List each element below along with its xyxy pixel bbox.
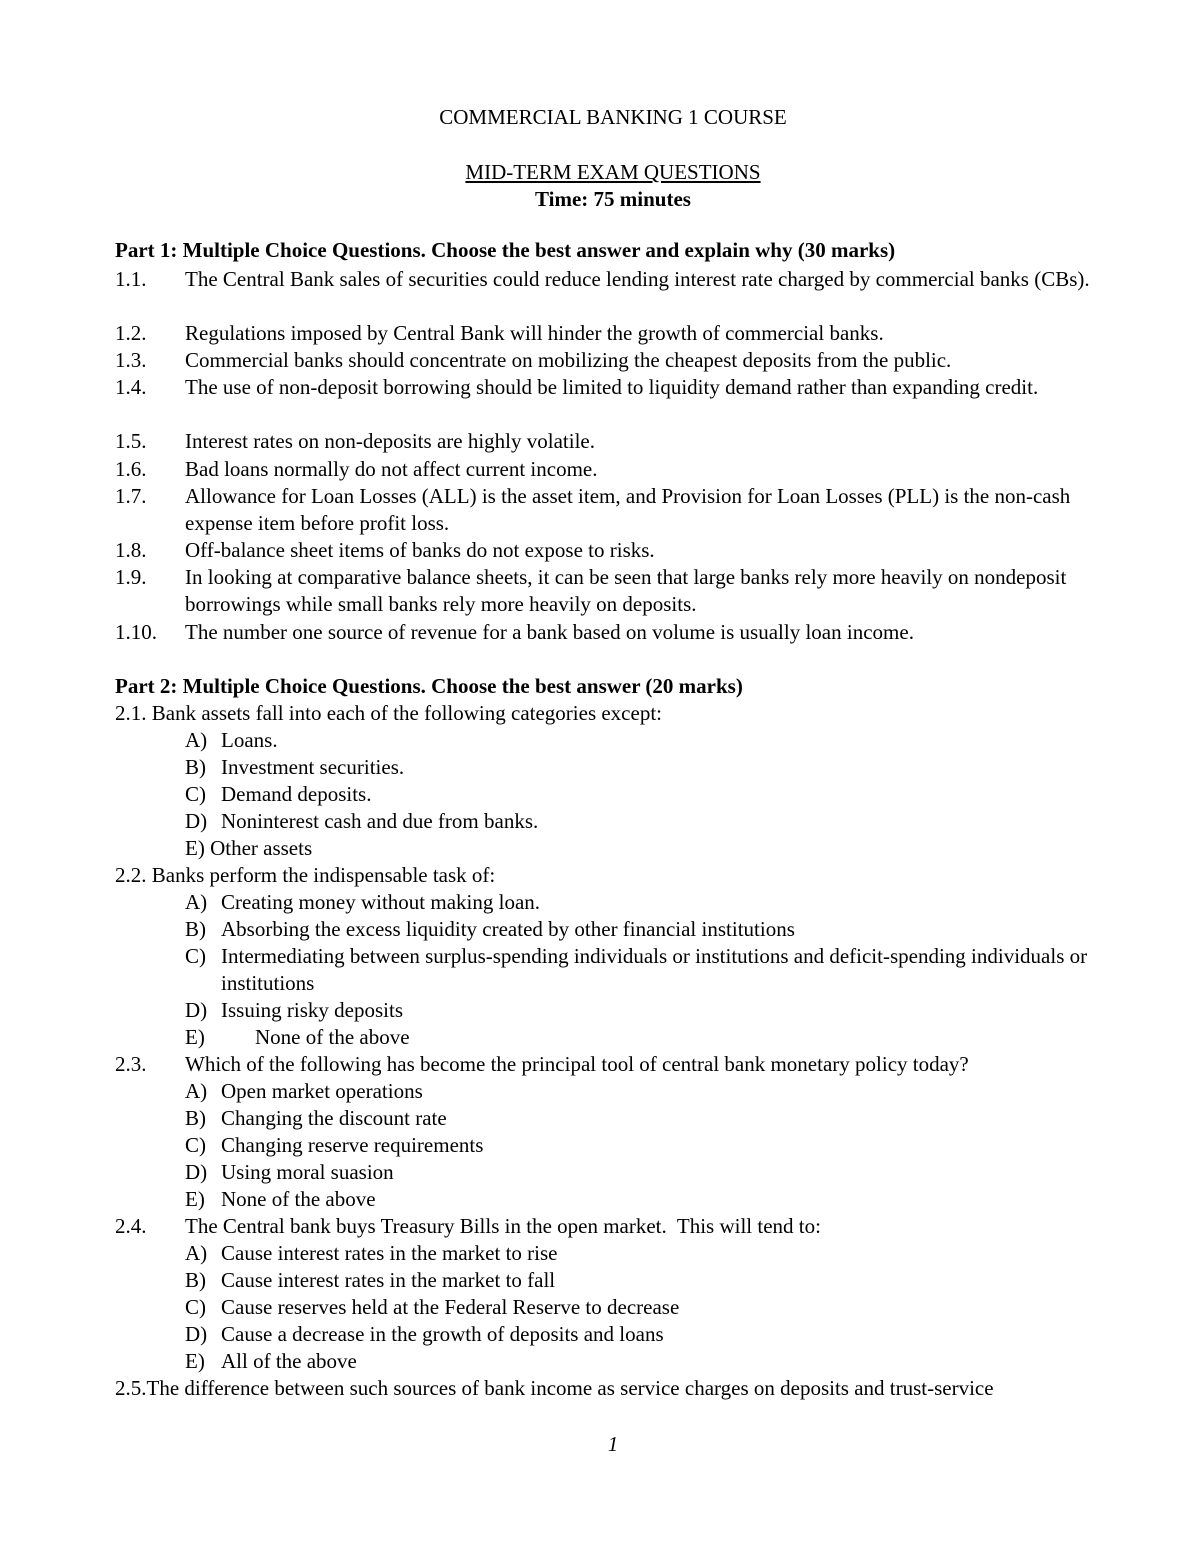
question-number: 1.3. [115, 348, 147, 372]
question-2-3-option-c [185, 1132, 484, 1159]
question-2-1-option-d [185, 808, 539, 835]
option-text: Cause interest rates in the market to fall [221, 1268, 556, 1292]
question-number: 1.10. [115, 620, 157, 644]
question-2-1-option-c [185, 781, 372, 808]
option-label: A) [185, 728, 208, 752]
question-text: Regulations imposed by Central Bank will hinder the growth of commercial banks. [185, 321, 884, 345]
question-2-4-option-c [185, 1294, 680, 1321]
option-text: Using moral suasion [221, 1160, 394, 1184]
option-label: A) [185, 890, 208, 914]
option-label: C) [185, 782, 206, 806]
option-text: Changing reserve requirements [221, 1133, 484, 1157]
question-number: 1.6. [115, 457, 147, 481]
option-text: Demand deposits. [221, 782, 372, 806]
question-2-2-option-e [185, 1024, 410, 1051]
option-label: B) [185, 755, 206, 779]
option-label: E) [185, 1349, 205, 1373]
question-2-4-option-a [185, 1240, 558, 1267]
option-label: D) [185, 1160, 208, 1184]
question-number: 1.8. [115, 538, 147, 562]
question-2-1-option-e [185, 835, 312, 862]
question-number: 2.4. [115, 1214, 147, 1238]
question-number: 2.3. [115, 1052, 147, 1076]
option-text: E) Other assets [185, 836, 313, 860]
question-number: 1.4. [115, 375, 147, 399]
option-text: All of the above [221, 1349, 357, 1373]
option-label: D) [185, 809, 208, 833]
question-2-5-stem: 2.5.The difference between such sources of bank income as service charges on deposits and trust-service [115, 1376, 994, 1400]
question-2-1-option-a [185, 727, 278, 754]
question-2-4-option-e [185, 1348, 357, 1375]
option-text: None of the above [255, 1025, 410, 1049]
question-2-2-option-d [185, 997, 404, 1024]
question-text: Interest rates on non-deposits are highly volatile. [185, 429, 595, 453]
question-2-3-option-e [185, 1186, 376, 1213]
question-text: The Central Bank sales of securities could reduce lending interest rate charged by commercial banks (CBs). [185, 267, 1090, 291]
question-2-2-option-c [185, 943, 1088, 995]
option-label: E) [185, 1025, 205, 1049]
question-text: Off-balance sheet items of banks do not expose to risks. [185, 538, 655, 562]
option-text: Cause a decrease in the growth of deposits and loans [221, 1322, 664, 1346]
option-text: Cause reserves held at the Federal Reserve to decrease [221, 1295, 680, 1319]
option-text: Loans. [221, 728, 278, 752]
option-label: C) [185, 944, 206, 968]
option-label: A) [185, 1241, 208, 1265]
option-text: None of the above [221, 1187, 376, 1211]
option-text: Changing the discount rate [221, 1106, 447, 1130]
option-text: Cause interest rates in the market to rise [221, 1241, 558, 1265]
option-label: B) [185, 1268, 206, 1292]
question-2-2-stem: 2.2. Banks perform the indispensable task of: [115, 863, 496, 887]
option-label: B) [185, 917, 206, 941]
question-number: 1.1. [115, 267, 147, 291]
option-label: D) [185, 998, 208, 1022]
question-2-4-option-b [185, 1267, 556, 1294]
option-text: Issuing risky deposits [221, 998, 404, 1022]
question-2-2-option-a [185, 889, 541, 916]
question-2-4-option-d [185, 1321, 664, 1348]
question-text: Which of the following has become the principal tool of central bank monetary policy today? [185, 1052, 969, 1076]
question-2-1-stem: 2.1. Bank assets fall into each of the following categories except: [115, 701, 662, 725]
page-number: 1 [607, 1432, 619, 1456]
question-text: The use of non-deposit borrowing should be limited to liquidity demand rather than expanding credit. [185, 375, 1039, 399]
option-label: B) [185, 1106, 206, 1130]
option-label: C) [185, 1133, 206, 1157]
option-text: Open market operations [221, 1079, 423, 1103]
option-label: C) [185, 1295, 206, 1319]
question-text: Commercial banks should concentrate on mobilizing the cheapest deposits from the public. [185, 348, 952, 372]
question-text: In looking at comparative balance sheets, it can be seen that large banks rely more heavily on nondeposit borrowings while small banks rely more heavily on deposits. [185, 565, 1067, 616]
question-2-3-option-a [185, 1078, 423, 1105]
option-text: Absorbing the excess liquidity created by other financial institutions [221, 917, 795, 941]
question-text: The Central bank buys Treasury Bills in the open market. This will tend to: [185, 1214, 821, 1238]
question-text: The number one source of revenue for a bank based on volume is usually loan income. [185, 620, 914, 644]
exam-time: Time: 75 minutes [535, 187, 691, 211]
option-label: E) [185, 1187, 205, 1211]
option-label: D) [185, 1322, 208, 1346]
question-text: Allowance for Loan Losses (ALL) is the asset item, and Provision for Loan Losses (PLL) is the non-cash expense item before profit loss. [185, 484, 1071, 535]
option-text: Investment securities. [221, 755, 405, 779]
course-title: COMMERCIAL BANKING 1 COURSE [439, 105, 787, 129]
question-number: 1.2. [115, 321, 147, 345]
option-text: Noninterest cash and due from banks. [221, 809, 539, 833]
question-text: Bad loans normally do not affect current income. [185, 457, 598, 481]
question-number: 1.7. [115, 484, 147, 508]
part2-heading: Part 2: Multiple Choice Questions. Choose the best answer (20 marks) [115, 674, 743, 698]
option-label: A) [185, 1079, 208, 1103]
question-2-3-option-b [185, 1105, 447, 1132]
option-text: Creating money without making loan. [221, 890, 541, 914]
question-2-2-option-b [185, 916, 795, 943]
question-2-3-option-d [185, 1159, 394, 1186]
exam-title: MID-TERM EXAM QUESTIONS [465, 160, 761, 184]
option-text: Intermediating between surplus-spending individuals or institutions and deficit-spending individuals or institutions [221, 944, 1088, 995]
part1-heading: Part 1: Multiple Choice Questions. Choose the best answer and explain why (30 marks) [115, 238, 896, 262]
question-2-1-option-b [185, 754, 405, 781]
question-number: 1.9. [115, 565, 147, 589]
question-number: 1.5. [115, 429, 147, 453]
